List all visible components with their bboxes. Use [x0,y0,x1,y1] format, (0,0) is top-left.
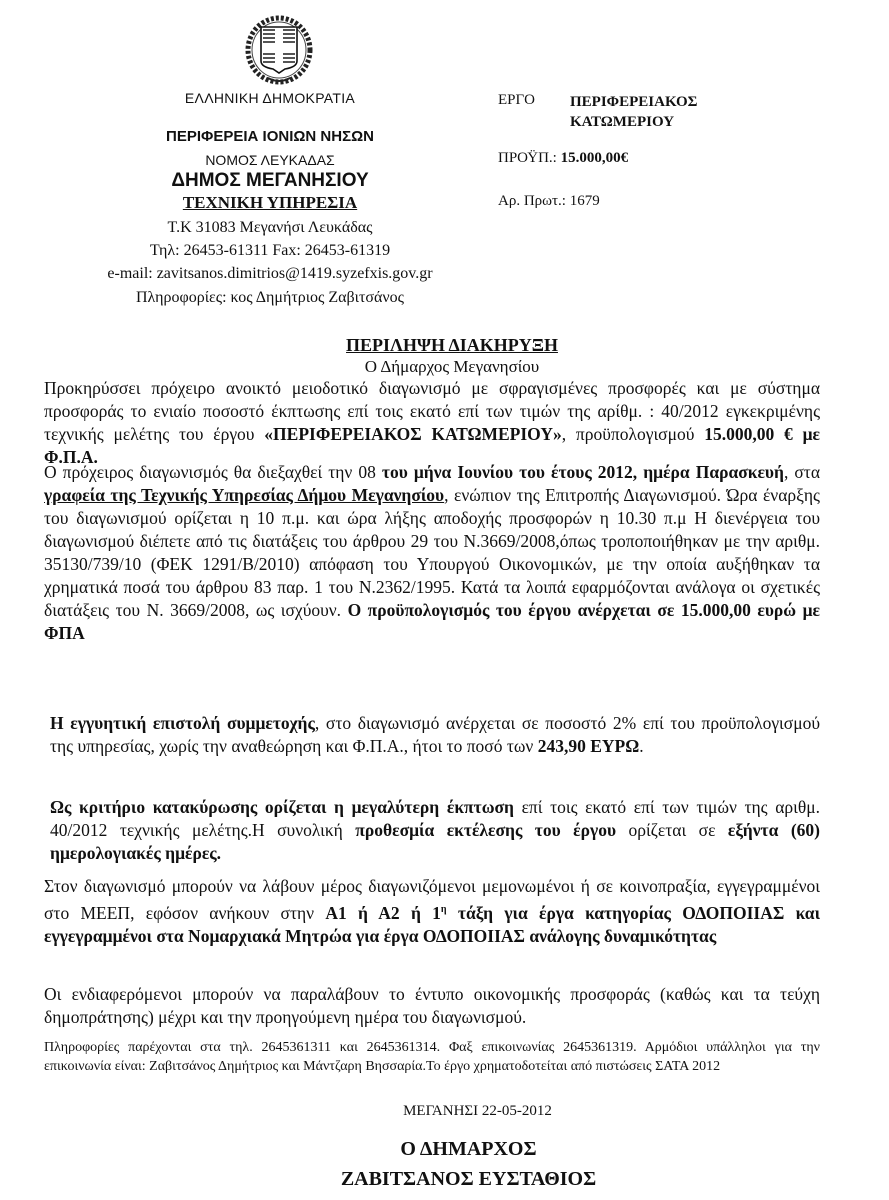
text: . [639,736,644,756]
prefecture-label: ΝΟΜΟΣ ΛΕΥΚΑΔΑΣ [205,152,335,168]
signatory-title: Ο ΔΗΜΑΡΧΟΣ [400,1138,537,1160]
text: Προκηρύσσει πρόχειρο ανοικτό μειοδοτικό διαγωνισμό με σφραγισμένες προσφορές και με σύστημα προσφοράς το ενιαίο ποσοστό έκπτωσης επί τοις εκατό επί των τιμών της αρίθμ. : 40/2012 εγκεκριμένης τεχνικής μελέτης του έργου [44,378,820,444]
paragraph-contact-info: Πληροφορίες παρέχονται στα τηλ. 2645361311 και 2645361314. Φαξ επικοινωνίας 2645361319. Αρμόδιοι υπάλληλοι για την επικοινωνία είναι: Ζαβιτσάνος Δημήτριος και Μάντζαρη Βησσαρία.Το έργο χρηματοδοτείται από πιστώσεις ΣΑΤΑ 2012 [44,1040,820,1074]
text: , προϋπολογισμού [561,424,705,444]
region-label: ΠΕΡΙΦΕΡΕΙΑ ΙΟΝΙΩΝ ΝΗΣΩΝ [166,128,374,145]
guarantee-bold: Η εγγυητική επιστολή συμμετοχής [50,713,315,733]
text: , ενώπιον της Επιτροπής Διαγωνισμού. Ώρα έναρξης του διαγωνισμού ορίζεται η 10 π.μ. και ώρα λήξης αποδοχής προσφορών η 10.30 π.μ Η διενέργεια του διαγωνισμού διέπετε από τις διατάξεις του άρθρου 29 του Ν.3669/2008,όπως τροποποιήθηκαν με την αριθμ. 35130/739/10 (ΦΕΚ 1291/Β/2010) απόφαση του Υπουργού Οικονομικών, με την οποία αυξήθηκαν τα χρηματικά ποσά του άρθρου 83 παρ. 1 του Ν.2362/1995. Κατά τα λοιπά εφαρμόζονται ανάλογα οι σχετικές διατάξεις του Ν. 3669/2008, ως ισχύουν. [44,485,820,620]
phone-fax: Τηλ: 26453-61311 Fax: 26453-61319 [149,242,391,259]
superscript: η [440,904,447,915]
greek-coat-of-arms-icon [244,14,314,86]
text: , στα [783,462,820,482]
budget-statement-bold: Ο προϋπολογισμός του έργου ανέρχεται σε 15.000,00 ευρώ με ΦΠΑ [44,600,820,643]
signatory-name: ΖΑΒΙΤΣΑΝΟΣ ΕΥΣΤΑΘΙΟΣ [340,1168,597,1190]
budget-line [498,150,628,167]
paragraph-documents: Οι ενδιαφερόμενοι μπορούν να παραλάβουν το έντυπο οικονομικής προσφοράς (καθώς και τα τεύχη δημοπράτησης) μέχρι και την προηγούμενη ημέρα του διαγωνισμού. [44,984,820,1027]
criterion-bold: Ως κριτήριο κατακύρωσης ορίζεται η μεγαλύτερη έκπτωση [50,797,514,817]
paragraph-eligibility [44,875,820,948]
protocol-number: Αρ. Πρωτ.: 1679 [498,193,600,209]
project-name-bold: «ΠΕΡΙΦΕΡΕΙΑΚΟΣ ΚΑΤΩΜΕΡΙΟΥ» [264,424,562,444]
paragraph-guarantee [50,712,820,758]
category-bold: τάξη για έργα κατηγορίας ΟΔΟΠΟΙΙΑΣ και εγγεγραμμένοι στα Νομαρχιακά Μητρώα για έργα ΟΔΟΠΟΙΙΑΣ ανάλογης δυναμικότητας [44,902,820,946]
republic-label: ΕΛΛΗΝΙΚΗ ΔΗΜΟΚΡΑΤΙΑ [184,90,356,106]
project-label: ΕΡΓΟ [498,92,536,108]
guarantee-amount-bold: 243,90 ΕΥΡΩ [537,736,640,756]
municipality-label: ΔΗΜΟΣ ΜΕΓΑΝΗΣΙΟΥ [171,170,369,191]
text: Στον διαγωνισμό μπορούν να λάβουν μέρος διαγωνιζόμενοι μεμονωμένοι ή σε κοινοπραξία, εγγεγραμμένοι στο ΜΕΕΠ, εφόσον ανήκουν στην [44,876,820,923]
department-label: ΤΕΧΝΙΚΗ ΥΠΗΡΕΣΙΑ [182,193,358,212]
project-name [570,92,697,132]
budget-label: ΠΡΟΫΠ.: [498,150,561,166]
class-bold: Α1 ή Α2 ή 1 [325,902,441,923]
project-name-line2: ΚΑΤΩΜΕΡΙΟΥ [570,114,675,130]
text: , στο διαγωνισμό ανέρχεται σε ποσοστό 2% επί του προϋπολογισμού της υπηρεσίας, χωρίς την αναθεώρηση και Φ.Π.Α., ήτοι το ποσό των [50,713,820,756]
paragraph-announcement [44,377,820,469]
info-contact: Πληροφορίες: κος Δημήτριος Ζαβιτσάνος [136,289,404,306]
venue-bold-underlined: γραφεία της Τεχνικής Υπηρεσίας Δήμου Μεγανησίου [44,485,445,505]
date-bold: του μήνα Ιουνίου του έτους 2012, ημέρα Παρασκευή [381,462,784,482]
budget-value: 15.000,00€ [560,150,629,166]
budget-bold: 15.000,00 € με Φ.Π.Α. [44,424,820,467]
paragraph-award-criterion [50,796,820,865]
notice-title: ΠΕΡΙΛΗΨΗ ΔΙΑΚΗΡΥΞΗ [346,335,558,355]
notice-subtitle: Ο Δήμαρχος Μεγανησίου [364,357,540,376]
paragraph-tender-details [44,461,820,645]
deadline-bold: προθεσμία εκτέλεσης του έργου [355,820,617,840]
place-date: ΜΕΓΑΝΗΣΙ 22-05-2012 [403,1103,552,1119]
project-name-line1: ΠΕΡΙΦΕΡΕΙΑΚΟΣ [570,94,698,110]
text: ορίζεται σε [616,820,728,840]
email-address: e-mail: zavitsanos.dimitrios@1419.syzefxis.gov.gr [107,265,433,282]
days-bold: εξήντα (60) ημερολογιακές ημέρες. [50,820,821,863]
postal-address: Τ.Κ 31083 Μεγανήσι Λευκάδας [167,219,373,236]
text: επί τοις εκατό επί των τιμών της αριθμ. 40/2012 τεχνικής μελέτης.Η συνολική [50,797,820,840]
text: Ο πρόχειρος διαγωνισμός θα διεξαχθεί την 08 [44,462,382,482]
